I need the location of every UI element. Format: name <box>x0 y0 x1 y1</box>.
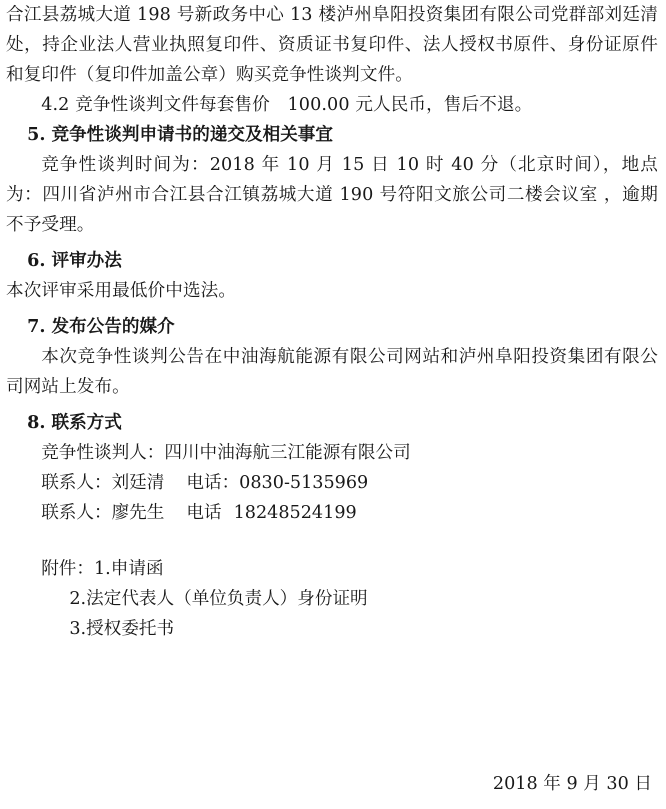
section-title-5: 竞争性谈判申请书的递交及相关事宜 <box>51 124 333 145</box>
contact-name-1: 刘廷清 <box>111 473 165 493</box>
section-title-6: 评审办法 <box>51 250 122 271</box>
section-number-7: 7. <box>27 316 46 337</box>
contact-phone-label-2: 电话 <box>186 503 222 523</box>
contact-phone-2: 18248524199 <box>233 503 357 523</box>
section-body-review-method: 本次评审采用最低价中选法。 <box>6 281 237 301</box>
document-date: 2018 年 9 月 30 日 <box>492 774 652 794</box>
paragraph-document-price: 4.2 竞争性谈判文件每套售价 100.00 元人民币，售后不退。 <box>41 95 533 115</box>
attachment-item-2-line: 2.法定代表人（单位负责人）身份证明 <box>69 589 368 609</box>
section-title-7: 发布公告的媒介 <box>51 316 175 337</box>
section-number-5: 5. <box>27 124 46 145</box>
contact-row-2 <box>6 498 658 528</box>
contact-phone-label-1: 电话： <box>186 473 240 493</box>
contact-negotiator <box>6 438 658 468</box>
contact-label-2: 联系人： <box>41 503 112 523</box>
section-title-8: 联系方式 <box>51 412 122 433</box>
section-heading-contact <box>6 408 658 438</box>
attachments-line <box>6 554 658 584</box>
section-body-announcement-media: 本次竞争性谈判公告在中油海航能源有限公司网站和泸州阜阳投资集团有限公司网站上发布。 <box>6 347 658 397</box>
section-number-8: 8. <box>27 412 46 433</box>
contact-name-2: 廖先生 <box>111 503 165 523</box>
attachment-item-3-line: 3.授权委托书 <box>69 619 175 639</box>
vertical-spacer <box>6 528 658 554</box>
section-body-submission: 竞争性谈判时间为：2018 年 10 月 15 日 10 时 40 分（北京时间），地点为：四川省泸州市合江县合江镇荔城大道 190 号符阳文旅公司二楼会议室 ，逾期不予受理。 <box>6 155 658 235</box>
section-heading-announcement-media <box>6 312 658 342</box>
contact-negotiator-label: 竞争性谈判人： <box>41 443 165 463</box>
attachment-item-1: 1.申请函 <box>93 559 164 579</box>
attachments-label: 附件： <box>41 559 94 579</box>
contact-negotiator-value: 四川中油海航三江能源有限公司 <box>164 443 411 463</box>
contact-label-1: 联系人： <box>41 473 112 493</box>
section-heading-submission <box>6 120 658 150</box>
contact-row-1 <box>6 468 658 498</box>
section-heading-review-method <box>6 246 658 276</box>
paragraph-purchase-location: 合江县荔城大道 198 号新政务中心 13 楼泸州阜阳投资集团有限公司党群部刘廷清处，持企业法人营业执照复印件、资质证书复印件、法人授权书原件、身份证原件和复印件（复印件加盖公章）购买竞争性谈判文件。 <box>6 5 658 85</box>
section-number-6: 6. <box>27 250 46 271</box>
contact-phone-1: 0830-5135969 <box>239 473 369 493</box>
